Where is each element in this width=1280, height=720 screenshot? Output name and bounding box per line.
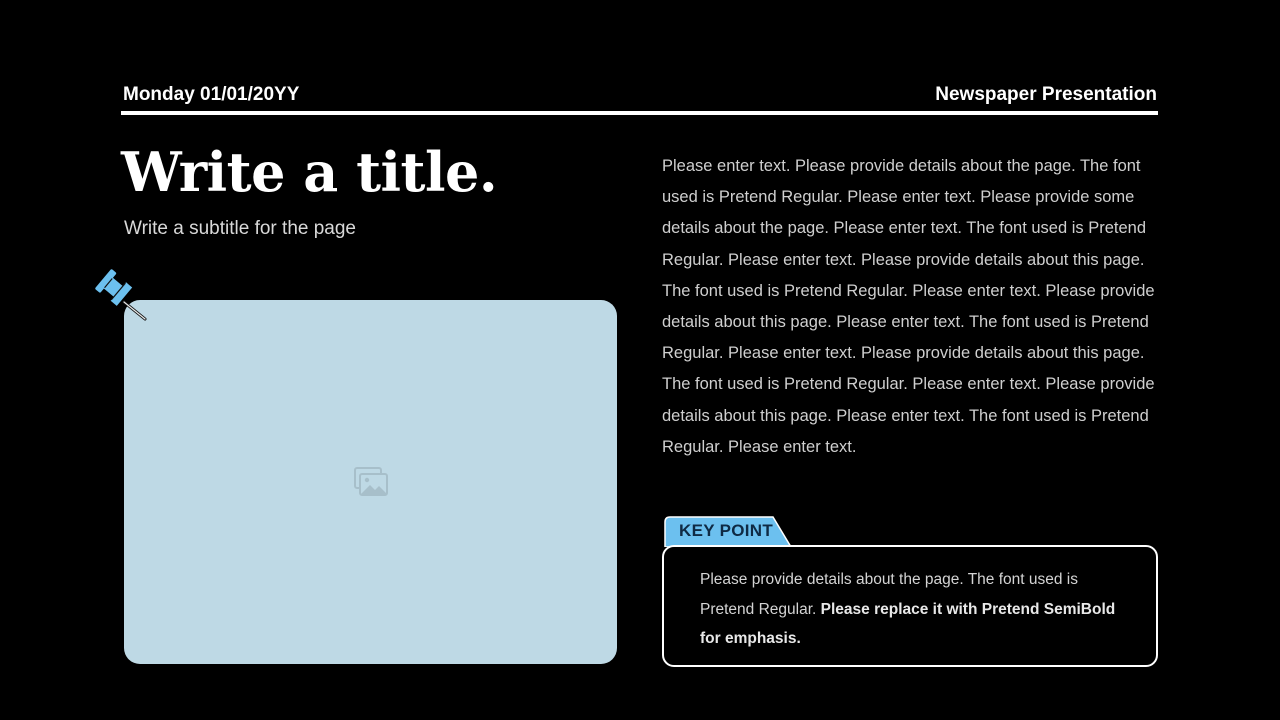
page-subtitle[interactable]: Write a subtitle for the page: [124, 218, 356, 239]
key-point-label: KEY POINT: [679, 521, 774, 540]
page-title[interactable]: Write a title.: [121, 140, 498, 204]
header-divider: [121, 111, 1158, 115]
key-point-regular-text: Please provide details about the page. The font used is Pretend Regular.: [700, 571, 1079, 618]
presentation-title: Newspaper Presentation: [935, 84, 1157, 105]
key-point-tab: [664, 516, 792, 547]
key-point-text[interactable]: [700, 565, 1130, 654]
image-placeholder[interactable]: [124, 300, 617, 664]
image-icon[interactable]: [354, 467, 388, 497]
pushpin-icon: [88, 262, 150, 324]
body-text[interactable]: Please enter text. Please provide details about the page. The font used is Pretend Regular. Please enter text. Please provide some details about the page. Please enter text. The font used is Pretend Regular. Please enter text. Please provide details about this page. The font used is Pretend Regular. Please enter text. Please provide details about this page. Please enter text. The font used is Pretend Regular. Please enter text. Please provide details about this page. The font used is Pretend Regular. Please enter text. Please provide details about this page. Please enter text. The font used is Pretend Regular. Please enter text.: [662, 157, 1155, 456]
header-date: Monday 01/01/20YY: [123, 84, 300, 105]
key-point-box[interactable]: [662, 545, 1158, 667]
key-point-emphasis-text: Please replace it with Pretend SemiBold for emphasis.: [700, 600, 1116, 647]
